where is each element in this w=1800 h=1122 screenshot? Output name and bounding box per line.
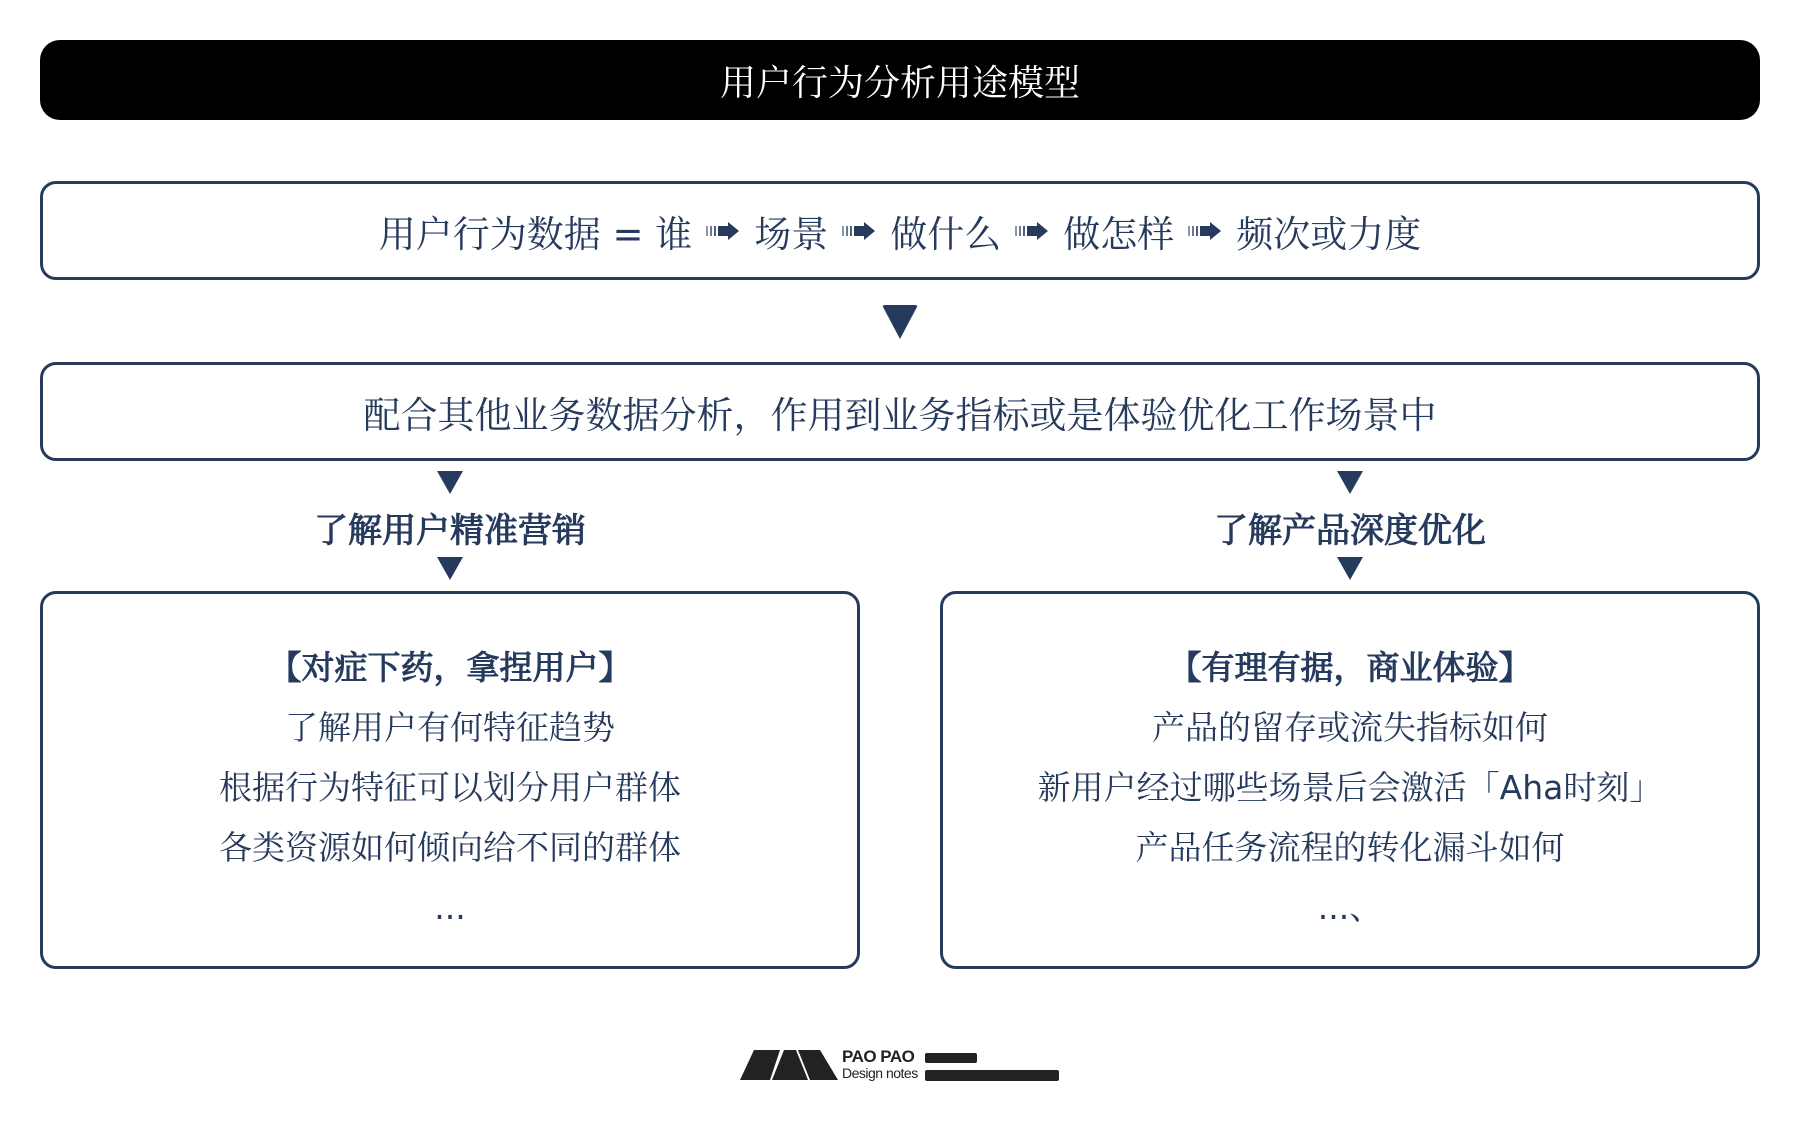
formula-step: 频次或力度: [1236, 212, 1422, 256]
title-bar: [40, 40, 1760, 120]
product-card: [940, 591, 1760, 969]
branch-label-marketing: 了解用户精准营销: [314, 511, 586, 551]
marketing-card: [40, 591, 860, 969]
logo-bar: [925, 1070, 1059, 1081]
down-triangle-icon: [1337, 557, 1363, 580]
down-triangle-icon: [1337, 471, 1363, 494]
logo-bar: [925, 1053, 977, 1063]
card-heading: 【有理有据，商业体验】: [1168, 648, 1532, 687]
page-title: 用户行为分析用途模型: [719, 62, 1080, 104]
formula-box: [40, 181, 1760, 280]
right-arrow-icon: [706, 221, 740, 241]
card-line: 新用户经过哪些场景后会激活「Aha时刻」: [1037, 768, 1663, 807]
card-line: 产品任务流程的转化漏斗如何: [1135, 828, 1565, 867]
down-triangle-icon: [437, 557, 463, 580]
right-arrow-icon: [1188, 221, 1222, 241]
formula-lead: 用户行为数据 = 谁: [378, 212, 693, 256]
formula-step: 做什么: [890, 212, 1002, 256]
formula-step: 场景: [754, 212, 829, 256]
card-line: 了解用户有何特征趋势: [285, 708, 615, 747]
logo-line2: Design notes: [842, 1065, 918, 1081]
card-line: 产品的留存或流失指标如何: [1152, 708, 1548, 747]
branch-label-product: 了解产品深度优化: [1214, 511, 1486, 551]
summary-text: 配合其他业务数据分析，作用到业务指标或是体验优化工作场景中: [363, 393, 1437, 437]
down-triangle-icon: [882, 305, 918, 339]
logo: [740, 1048, 1070, 1084]
card-ellipsis: ...: [434, 888, 466, 927]
card-ellipsis: ...、: [1317, 888, 1383, 927]
card-line: 根据行为特征可以划分用户群体: [219, 768, 681, 807]
logo-line1: PAO PAO: [842, 1047, 915, 1066]
down-triangle-icon: [437, 471, 463, 494]
summary-box: [40, 362, 1760, 461]
formula-flow: [379, 204, 1422, 258]
logo-mark-icon: [740, 1050, 840, 1082]
card-line: 各类资源如何倾向给不同的群体: [219, 828, 681, 867]
right-arrow-icon: [1015, 221, 1049, 241]
formula-step: 做怎样: [1063, 212, 1175, 256]
card-heading: 【对症下药，拿捏用户】: [268, 648, 632, 687]
right-arrow-icon: [842, 221, 876, 241]
